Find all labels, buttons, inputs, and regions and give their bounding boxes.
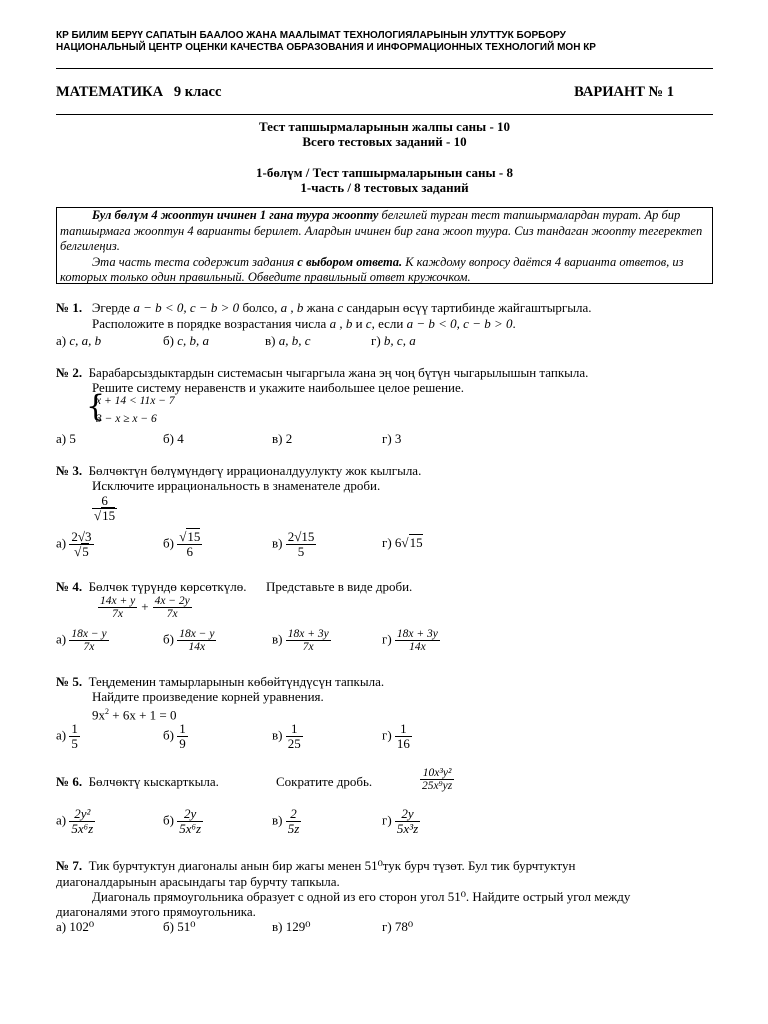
q5-option-b-num: 1: [179, 721, 186, 736]
q2-ineq-1: x + 14 < 11x − 7: [96, 395, 175, 407]
q5-number: № 5.: [56, 674, 83, 689]
q6-number: № 6.: [56, 774, 83, 789]
q4-kg: Бөлчөк түрүндө көрсөткүлө.: [88, 579, 247, 594]
q2-option-b-label: б): [163, 431, 174, 446]
q2-option-d-value: 3: [394, 431, 402, 446]
q3-number: № 3.: [56, 463, 83, 478]
q1-condition: a − b < 0, c − b > 0: [133, 300, 240, 315]
q2-option-c-value: 2: [285, 431, 293, 446]
q4-option-c[interactable]: [272, 628, 331, 653]
header-divider: [56, 68, 713, 69]
q1-option-a[interactable]: [56, 333, 101, 348]
q4-option-a-label: а): [56, 631, 67, 647]
q1-option-b-label: б): [163, 333, 174, 348]
q4-number: № 4.: [56, 579, 83, 594]
q4-ru: Представьте в виде дроби.: [265, 579, 413, 594]
q1-number: № 1.: [56, 300, 83, 315]
q6-option-c-den: 5z: [287, 821, 300, 836]
q5-option-a-den: 5: [71, 736, 78, 751]
q7-option-d-value: 78⁰: [394, 919, 414, 934]
q2-option-a[interactable]: [56, 431, 76, 446]
q2-number: № 2.: [56, 365, 83, 380]
q3-option-c-den: 5: [297, 544, 305, 559]
q7-kg-line1: Тик бурчтуктун диагоналы анын бир жагы менен 51⁰тук бурч түзөт. Бул тик бурчтуктун: [88, 858, 576, 873]
q2-option-a-value: 5: [69, 431, 76, 446]
q7-number: № 7.: [56, 858, 83, 873]
total-tasks-kg: Тест тапшырмаларынын жалпы саны - 10: [258, 119, 511, 134]
q5-option-a-label: а): [56, 727, 67, 743]
q5-option-d-label: г): [382, 727, 392, 743]
instructions-kg: [60, 208, 709, 255]
q3-kg: Бөлчөктүн бөлүмүндөгү иррационалдуулукту жок кылгыла.: [88, 463, 422, 478]
part-heading-kg: 1-бөлүм / Тест тапшырмаларынын саны - 8: [256, 165, 513, 180]
instructions-ru-rest: К каждому вопросу даётся 4 варианта ответов, из которых только один правильный. Обведите правильный ответ кружочком.: [60, 254, 684, 284]
q6-option-d-label: г): [382, 812, 392, 828]
org-name-kg: КР БИЛИМ БЕРҮҮ САПАТЫН БААЛОО ЖАНА МААЛЫМАТ ТЕХНОЛОГИЯЛАРЫНЫН УЛУТТУК БОРБОРУ: [56, 30, 566, 41]
q4-option-d-label: г): [382, 631, 392, 647]
q7-option-a-label: а): [56, 919, 67, 934]
q4-f2-den: 7x: [166, 608, 178, 620]
total-tasks-ru: Всего тестовых заданий - 10: [302, 134, 467, 149]
q4-option-d-den: 14x: [409, 641, 426, 653]
q7-ru-line2: диагоналями этого прямоугольника.: [56, 904, 256, 919]
q4-option-b-num: 18x − y: [179, 628, 215, 640]
q4-f2-num: 4x − 2y: [154, 595, 190, 607]
q6-option-a-num: 2y²: [69, 807, 95, 822]
q2-ineq-2: 3 − x ≥ x − 6: [96, 413, 157, 425]
q2-ru: Решите систему неравенств и укажите наибольшее целое решение.: [92, 380, 465, 395]
part-heading-block: [56, 165, 713, 195]
q5-option-a[interactable]: [56, 722, 80, 751]
q4-option-c-label: в): [272, 631, 283, 647]
q4-option-a[interactable]: [56, 628, 109, 653]
q3-ru: Исключите иррациональность в знаменателе дроби.: [92, 478, 381, 493]
q4-option-a-num: 18x − y: [71, 628, 107, 640]
q7-option-a-value: 102⁰: [69, 919, 95, 934]
q3-option-b-den: 6: [186, 544, 194, 559]
q7-option-d[interactable]: [382, 919, 413, 934]
q3-option-b[interactable]: б) $\frac{√15}{6}$: [163, 529, 201, 559]
q1-option-d-label: г): [371, 333, 381, 348]
q5-eq-sup: 2: [105, 707, 109, 716]
q2-option-a-label: а): [56, 431, 67, 446]
q7-option-c[interactable]: [272, 919, 310, 934]
q5-option-b-label: б): [163, 727, 174, 743]
q4-expression: [98, 595, 192, 620]
q1-ru-ab: a , b: [329, 316, 353, 331]
q3-option-a[interactable]: а) $\frac{2√3}{√5}$: [56, 529, 92, 559]
q2-option-b-value: 4: [177, 431, 184, 446]
q1-kg-d: сандарын өсүү тартибинде жайгаштыргыла.: [346, 300, 592, 315]
q5-option-b-den: 9: [179, 736, 186, 751]
q7-ru-line1: Диагональ прямоугольника образует с одной из его сторон угол 51⁰. Найдите острый угол между: [92, 889, 631, 904]
organization-header: [56, 30, 596, 53]
instructions-ru-text: Эта часть теста содержит задания: [92, 254, 298, 269]
q5-option-c[interactable]: [272, 722, 303, 751]
q6-option-a[interactable]: [56, 807, 95, 836]
q4-option-d[interactable]: [382, 628, 440, 653]
q5-option-d[interactable]: [382, 722, 412, 751]
q7-option-d-label: г): [382, 919, 392, 934]
q6-option-c-num: 2: [286, 807, 302, 822]
q6-option-c[interactable]: [272, 807, 301, 836]
q3-option-b-label: б): [163, 535, 174, 551]
q7-option-b[interactable]: [163, 919, 195, 934]
q1-ru-c-var: c: [365, 316, 372, 331]
org-name-ru: НАЦИОНАЛЬНЫЙ ЦЕНТР ОЦЕНКИ КАЧЕСТВА ОБРАЗОВАНИЯ И ИНФОРМАЦИОННЫХ ТЕХНОЛОГИЙ МОН КР: [56, 41, 596, 53]
q4-option-d-num: 18x + 3y: [396, 628, 438, 640]
q5-option-b[interactable]: [163, 722, 188, 751]
q1-ru-b: и: [355, 316, 363, 331]
q1-kg-b: болсо,: [242, 300, 278, 315]
q3-option-b-num: 15: [187, 529, 201, 544]
q3-option-c-num: 2√15: [287, 529, 315, 544]
q1-option-b[interactable]: [163, 333, 209, 348]
q4-option-b-den: 14x: [188, 641, 206, 653]
q6-ru: Сократите дробь.: [276, 774, 373, 789]
q6-option-a-label: а): [56, 812, 67, 828]
q3-option-a-num: 2√3: [71, 529, 92, 544]
q7-option-a[interactable]: [56, 919, 94, 934]
q3-option-c[interactable]: [272, 530, 316, 559]
q2-option-c[interactable]: [272, 431, 292, 446]
subject-divider: [56, 114, 713, 115]
q6-expr-den: 25x⁹yz: [422, 780, 453, 792]
q3-option-d-radicand: 15: [409, 535, 423, 550]
q5-ru: Найдите произведение корней уравнения.: [92, 689, 324, 704]
q7-kg-line2: диагоналдарынын арасындагы тар бурчту тапкыла.: [56, 874, 340, 889]
q1-ru-a: Расположите в порядке возрастания числа: [92, 316, 327, 331]
q5-eq-pre: 9x: [92, 707, 105, 723]
q5-option-a-num: 1: [71, 721, 78, 736]
part-heading-ru: 1-часть / 8 тестовых заданий: [300, 180, 469, 195]
instructions-kg-emphasis: Бул бөлүм 4 жооптун ичинен 1 гана туура жоопту: [92, 208, 379, 222]
q7-option-b-value: 51⁰: [177, 919, 196, 934]
instructions-box: [56, 207, 713, 284]
variant-label: ВАРИАНТ № 1: [574, 84, 674, 100]
q7-option-b-label: б): [163, 919, 174, 934]
q6-option-d-den: 5x³z: [396, 821, 419, 836]
q1-option-c-label: в): [265, 333, 276, 348]
q5-eq-post: + 6x + 1 = 0: [109, 707, 177, 723]
q4-f1-num: 14x + y: [100, 595, 136, 607]
q1-kg-c: жана: [306, 300, 335, 315]
instructions-ru-emphasis: с выбором ответа.: [297, 254, 403, 269]
q3-option-a-label: а): [56, 535, 67, 551]
q2-kg: Барабарсыздыктардын системасын чыгаргыла жана эң чоң бүтүн чыгарылышын тапкыла.: [88, 365, 589, 380]
q2-option-b[interactable]: [163, 431, 184, 446]
q6-option-d-num: 2y: [395, 807, 420, 822]
q6-option-a-den: 5x⁶z: [71, 821, 94, 836]
q5-option-c-den: 25: [287, 736, 301, 751]
q4-option-b[interactable]: [163, 628, 216, 653]
q1-option-a-label: а): [56, 333, 67, 348]
q6-option-c-label: в): [272, 812, 283, 828]
q1-option-a-value: c, a, b: [69, 333, 102, 348]
q2-option-d-label: г): [382, 431, 392, 446]
q3-option-d-coef: 6: [394, 535, 402, 550]
q1-c: c: [337, 300, 344, 315]
q3-option-d-label: г): [382, 535, 392, 550]
q4-plus: +: [141, 599, 149, 615]
q6-option-d[interactable]: [382, 807, 420, 836]
q6-expr-num: 10x³y²: [420, 767, 454, 780]
q6-option-b-den: 5x⁶z: [179, 821, 202, 836]
q2-option-d[interactable]: [382, 431, 401, 446]
q3-expr-den: 15: [102, 508, 116, 523]
q4-f1-den: 7x: [112, 608, 124, 620]
q5-equation: [92, 704, 177, 722]
q1-option-c[interactable]: [265, 333, 311, 348]
q1-option-d-value: b, c, a: [383, 333, 416, 348]
q3-option-a-den: 5: [82, 544, 89, 559]
q4-option-c-num: 18x + 3y: [287, 628, 329, 640]
q4-option-c-den: 7x: [302, 641, 314, 653]
instructions-kg-text: белгилей турган тест тапшырмалардан турат. Ар бир тапшырмага жооптун 4 варианты берилет. Алардын ичинен бир гана жооп туура. Сиз тандаган жоопту тегеректеп белгилеңиз.: [60, 208, 703, 253]
q4-option-a-den: 7x: [83, 641, 95, 653]
q5-option-d-den: 16: [396, 736, 410, 751]
q7-option-c-label: в): [272, 919, 283, 934]
q5-option-c-label: в): [272, 727, 283, 743]
q3-expr-num: 6: [92, 494, 117, 509]
q5-option-d-num: 1: [395, 722, 412, 737]
q3-expression: $\frac{6}{√15}$: [94, 493, 116, 523]
q1-kg-a: Эгерде: [91, 300, 131, 315]
q6-kg: Бөлчөктү кыскарткыла.: [88, 774, 219, 789]
q4-option-b-label: б): [163, 631, 174, 647]
q1-option-d[interactable]: [371, 333, 416, 348]
q5-kg: Теңдеменин тамырларынын көбөйтүндүсүн тапкыла.: [88, 674, 385, 689]
q1-ab: a , b: [280, 300, 304, 315]
instructions-ru: [60, 255, 709, 286]
subject-title: МАТЕМАТИКА 9 класс: [56, 84, 222, 100]
q6-expression: [420, 767, 454, 792]
total-tasks-block: [56, 119, 713, 149]
q6-option-b-label: б): [163, 812, 174, 828]
q3-option-c-label: в): [272, 535, 283, 551]
q1-ru-condition: a − b < 0, c − b > 0: [406, 316, 513, 331]
q2-option-c-label: в): [272, 431, 283, 446]
q7-option-c-value: 129⁰: [285, 919, 311, 934]
q5-option-c-num: 1: [286, 722, 303, 737]
q1-ru-c: , если: [371, 316, 404, 331]
q1-option-b-value: c, b, a: [177, 333, 209, 348]
q6-option-b-num: 2y: [177, 807, 203, 822]
q6-option-b[interactable]: [163, 807, 203, 836]
q3-option-d[interactable]: г) 6√15: [382, 535, 423, 550]
q1-option-c-value: a, b, c: [278, 333, 311, 348]
q2-brace-icon: {: [86, 389, 106, 424]
